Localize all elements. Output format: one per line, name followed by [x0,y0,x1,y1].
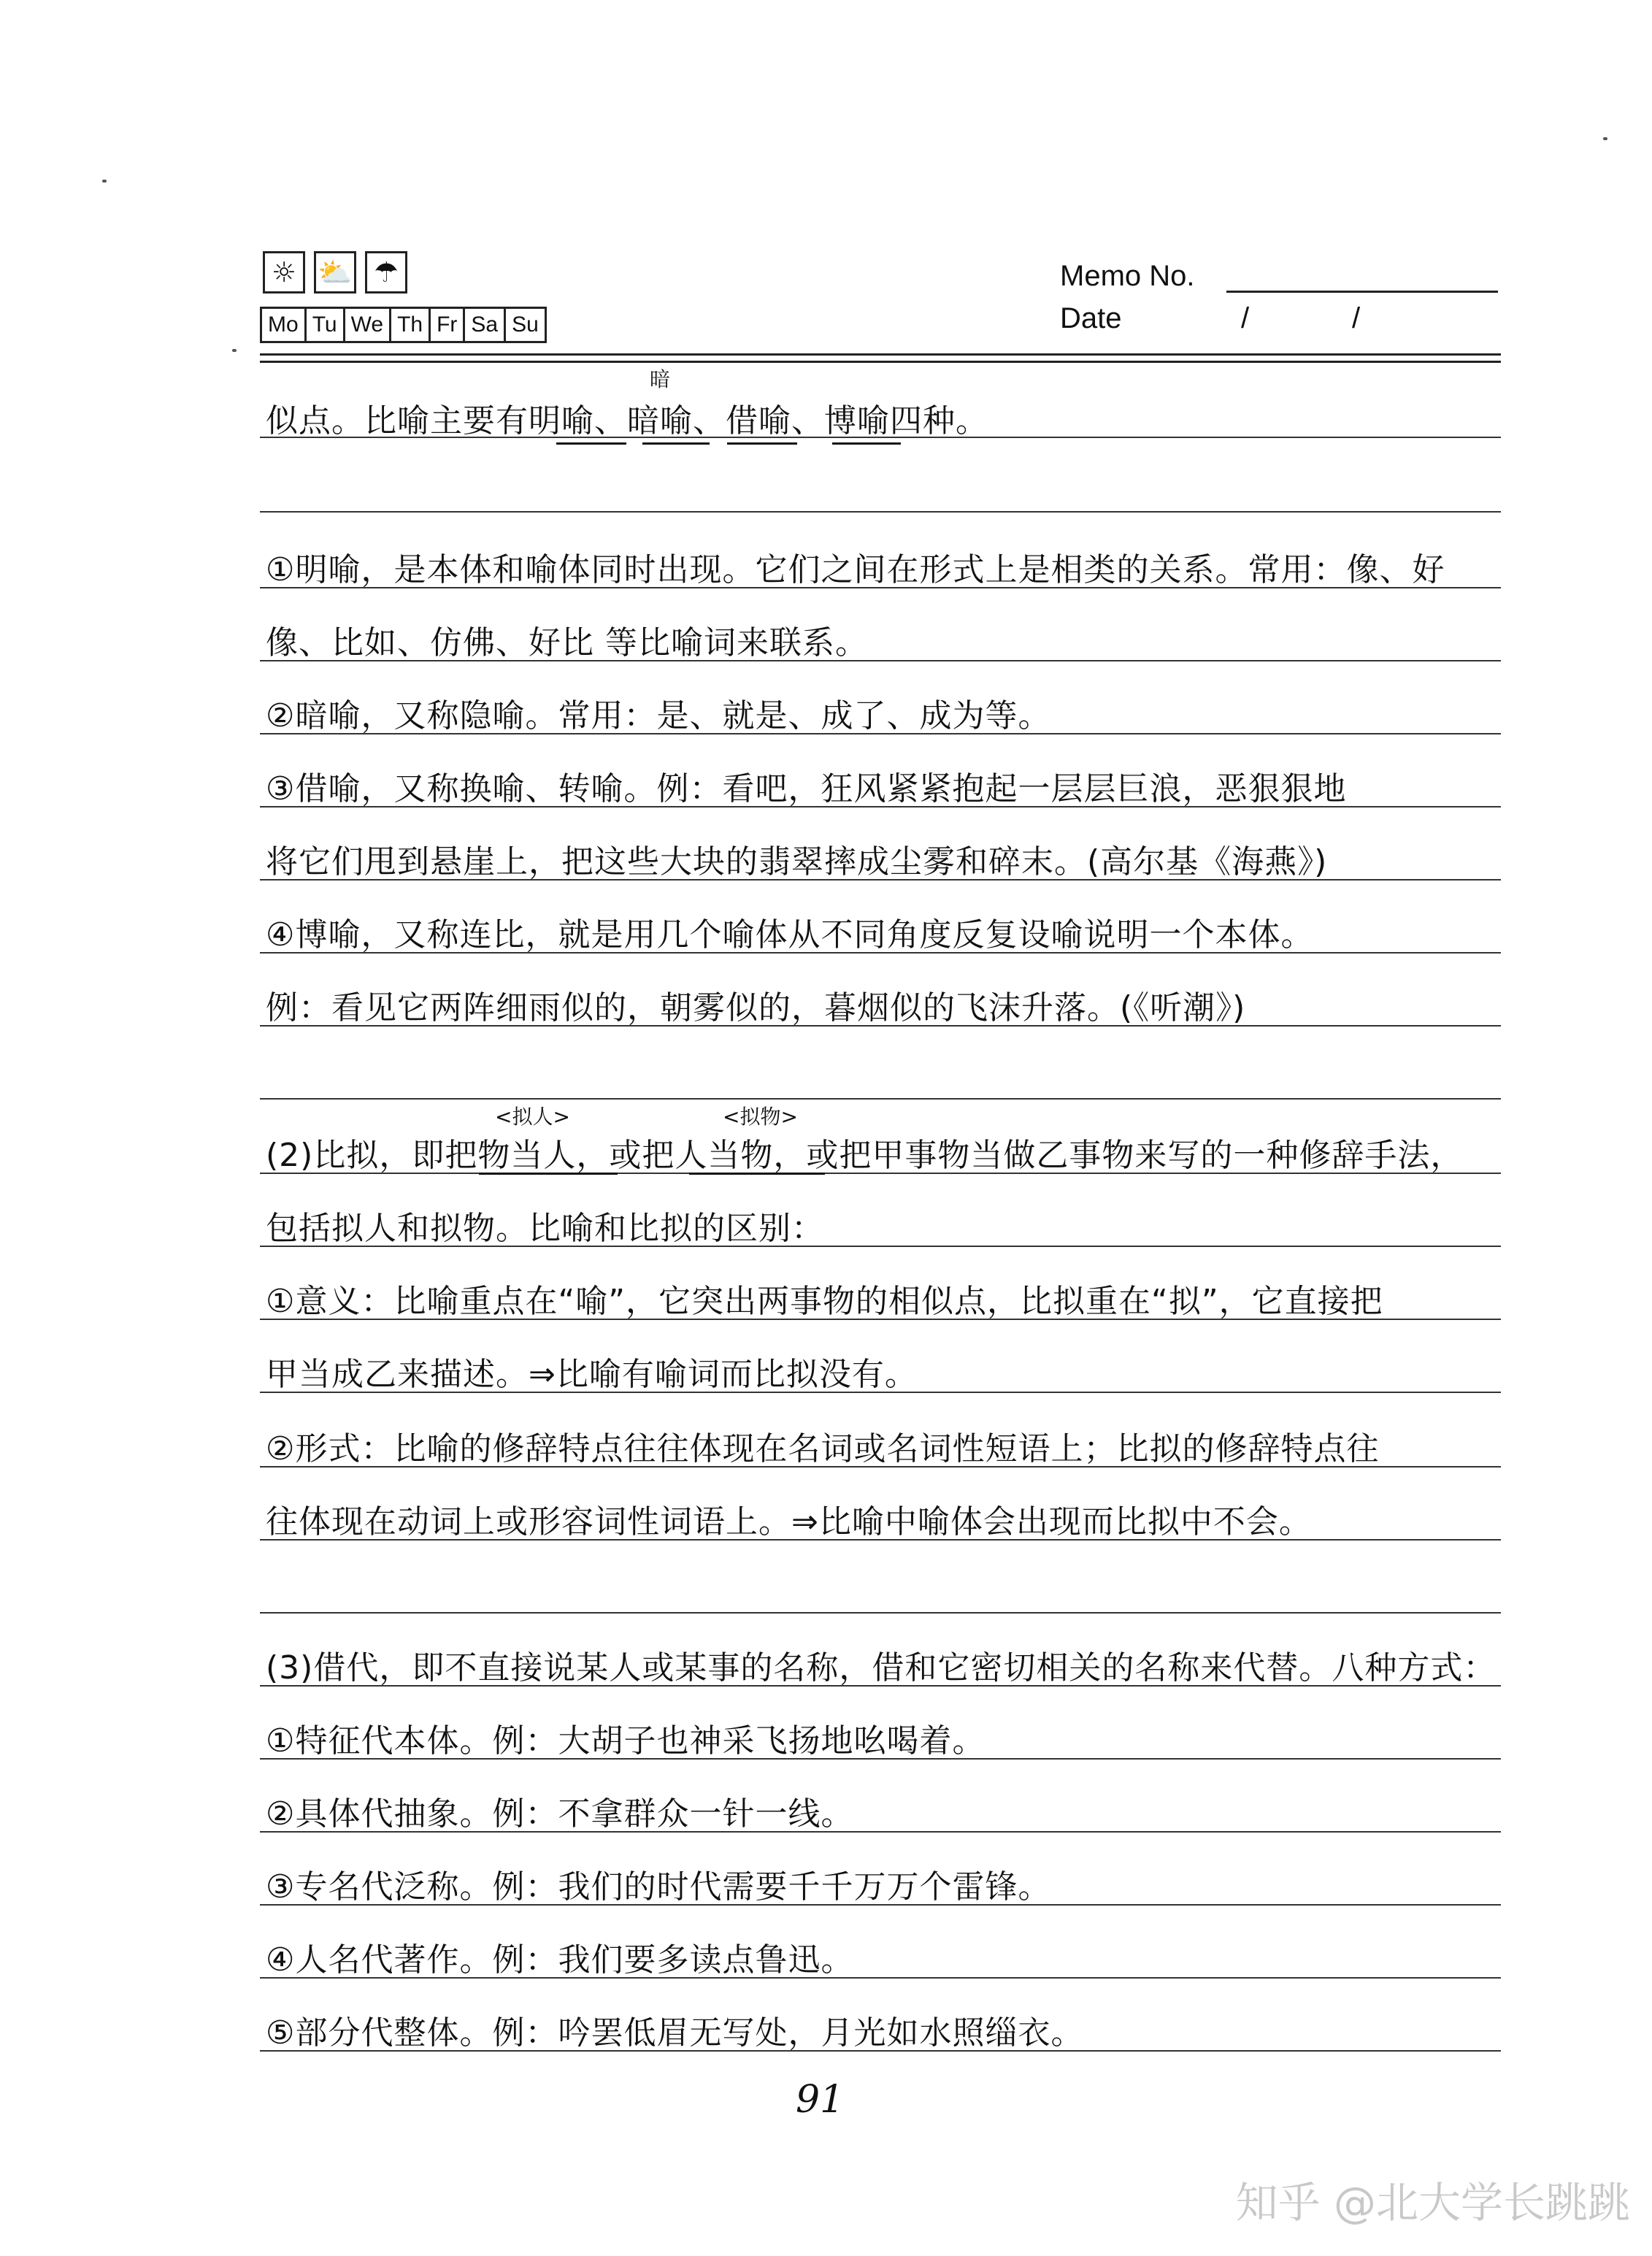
day-tu: Tu [307,309,345,341]
sun-icon: ☼ [263,251,305,293]
page-number: 91 [796,2078,845,2122]
underline-mingyu [556,442,626,445]
date-slash-1: / [1241,302,1250,334]
scan-speck [232,349,237,352]
date-label: Date [1060,302,1122,334]
memo-line [1226,291,1498,293]
weather-icons [263,251,407,293]
text-line-22: ④人名代著作。例：我们要多读点鲁迅。 [266,1941,854,1979]
text-line-1: 似点。比喻主要有明喻、暗喻、借喻、博喻四种。 [266,402,988,440]
day-sa: Sa [465,309,506,341]
memo-label: Memo No. [1060,260,1195,292]
text-line-7: 将它们甩到悬崖上，把这些大块的翡翠摔成尘雾和碎末。(高尔基《海燕》) [266,843,1328,880]
weekday-boxes [260,307,547,343]
watermark: 知乎 @北大学长跳跳 [1235,2178,1630,2228]
text-line-9: 例：看见它两阵细雨似的，朝雾似的，暮烟似的飞沫升落。(《听潮》) [266,989,1246,1027]
header-rule-1 [260,353,1501,356]
text-line-6: ③借喻，又称换喻、转喻。例：看吧，狂风紧紧抱起一层层巨浪，恶狠狠地 [266,770,1347,807]
text-line-21: ③专名代泛称。例：我们的时代需要千千万万个雷锋。 [266,1868,1051,1906]
underline-anyu [642,442,710,445]
text-line-5: ②暗喻，又称隐喻。常用：是、就是、成了、成为等。 [266,697,1051,734]
day-mo: Mo [262,309,307,341]
text-line-3: ①明喻，是本体和喻体同时出现。它们之间在形式上是相类的关系。常用：像、好 [266,551,1445,588]
text-line-18: (3)借代，即不直接说某人或某事的名称，借和它密切相关的名称来代替。八种方式： [266,1649,1497,1687]
underline-ba-wu-dang-ren [479,1173,618,1175]
text-line-23: ⑤部分代整体。例：吟罢低眉无写处，月光如水照缁衣。 [266,2014,1084,2052]
header-rule-2 [260,361,1501,363]
day-we: We [345,309,391,341]
ruled-line [260,1098,1501,1100]
text-line-15: ②形式：比喻的修辞特点往往体现在名词或名词性短语上；比拟的修辞特点往 [266,1430,1380,1467]
text-line-19: ①特征代本体。例：大胡子也神采飞扬地吆喝着。 [266,1722,986,1760]
cloud-rain-icon: ☂ [365,251,407,293]
partly-cloudy-icon: ⛅ [314,251,356,293]
annotation-ni-wu: <拟物> [723,1105,798,1129]
text-line-11: (2)比拟，即把物当人，或把人当物，或把甲事物当做乙事物来写的一种修辞手法， [266,1137,1464,1174]
scan-speck [1603,137,1607,140]
underline-boyu [832,442,901,445]
text-line-20: ②具体代抽象。例：不拿群众一针一线。 [266,1795,854,1833]
date-slash-2: / [1352,302,1361,334]
ruled-line [260,1612,1501,1614]
text-line-8: ④博喻，又称连比，就是用几个喻体从不同角度反复设喻说明一个本体。 [266,916,1314,954]
text-line-4: 像、比如、仿佛、好比 等比喻词来联系。 [266,624,868,661]
annotation-ni-ren: <拟人> [495,1105,570,1129]
text-line-14: 甲当成乙来描述。⇒比喻有喻词而比拟没有。 [266,1356,918,1393]
underline-jieyu [727,442,797,445]
text-line-13: ①意义：比喻重点在“喻”，它突出两事物的相似点，比拟重在“拟”，它直接把 [266,1283,1383,1320]
day-su: Su [512,312,539,337]
text-line-16: 往体现在动词上或形容词性词语上。⇒比喻中喻体会出现而比拟中不会。 [266,1503,1312,1541]
annotation-an: 暗 [650,367,671,391]
day-fr: Fr [431,309,465,341]
scan-speck [102,180,107,183]
text-line-12: 包括拟人和拟物。比喻和比拟的区别： [266,1210,824,1247]
underline-ba-ren-dang-wu [689,1173,825,1175]
ruled-line [260,511,1501,513]
day-th: Th [391,309,431,341]
